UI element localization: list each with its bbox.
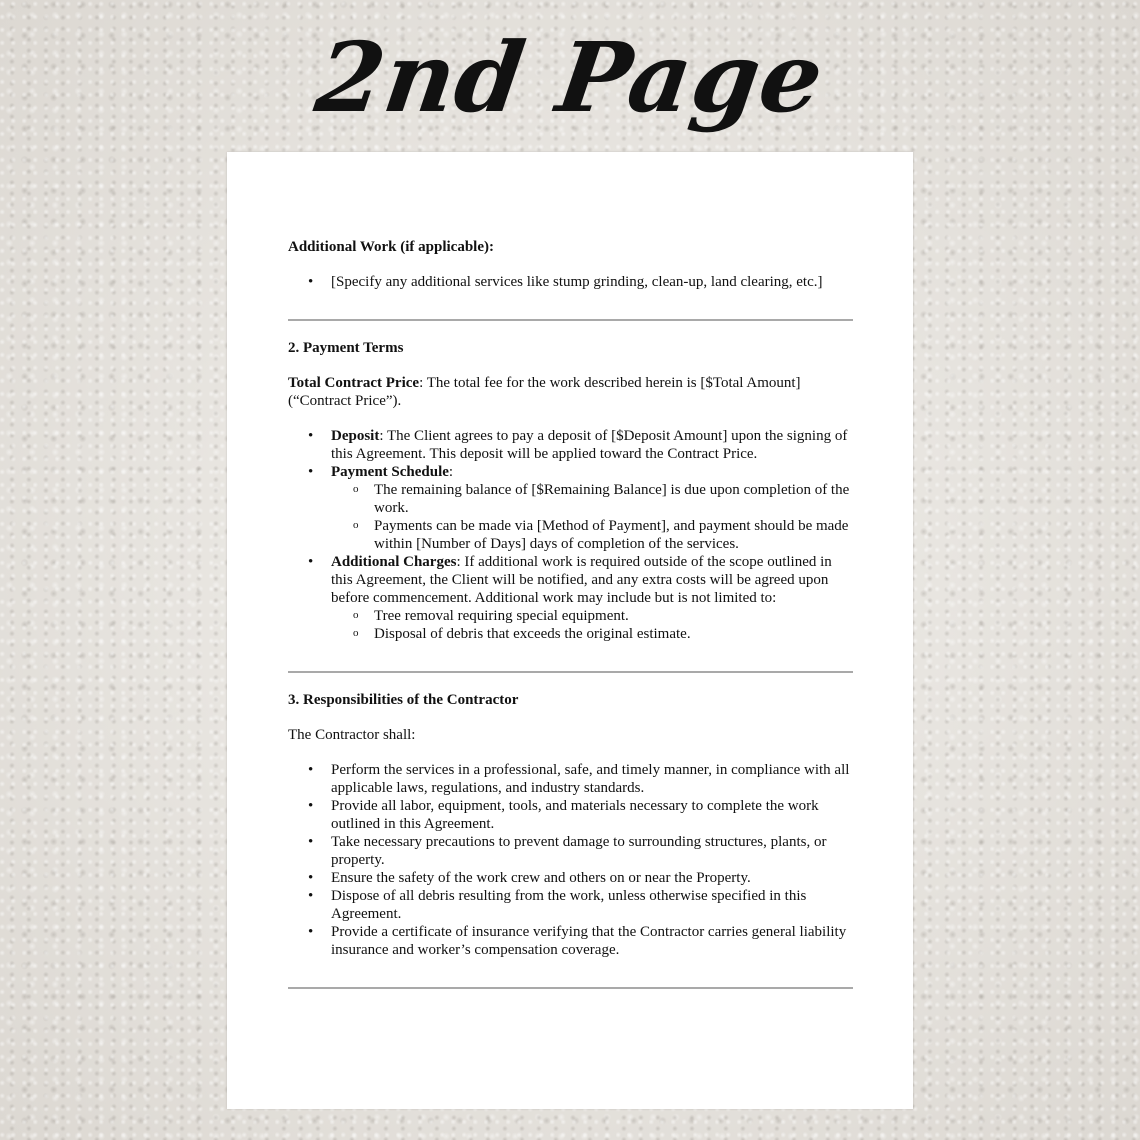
sub-list-item: o The remaining balance of [$Remaining Balance] is due upon completion of the work. — [331, 481, 853, 517]
total-contract-price-text: : The total fee for the work described herein is [$Total Amount] (“Contract Price”). — [288, 375, 801, 409]
list-item: • Perform the services in a professional, safe, and timely manner, in compliance with all applicable laws, regulations, and industry standards. — [288, 761, 853, 797]
total-contract-price-paragraph — [288, 374, 853, 410]
deposit-text: : The Client agrees to pay a deposit of [$Deposit Amount] upon the signing of this Agreement. This deposit will be applied toward the Contract Price. — [331, 428, 848, 462]
list-item: • Dispose of all debris resulting from the work, unless otherwise specified in this Agreement. — [288, 887, 853, 923]
payment-schedule-sublist — [331, 481, 853, 553]
deposit-label: Deposit — [331, 428, 380, 444]
total-contract-price-label: Total Contract Price — [288, 375, 420, 391]
payment-schedule-text: : — [448, 464, 454, 480]
payment-terms-heading: 2. Payment Terms — [288, 340, 404, 356]
additional-work-heading: Additional Work (if applicable): — [288, 239, 495, 255]
sub-list-item: o Payments can be made via [Method of Payment], and payment should be made within [Number of Days] days of completion of the services. — [331, 517, 853, 553]
responsibilities-intro: The Contractor shall: — [288, 727, 416, 743]
additional-charges-sublist — [331, 607, 853, 643]
additional-charges-label: Additional Charges — [331, 554, 457, 570]
list-item — [288, 463, 853, 553]
payment-schedule-label: Payment Schedule — [331, 464, 449, 480]
list-item: • Provide a certificate of insurance verifying that the Contractor carries general liability insurance and worker’s compensation coverage. — [288, 923, 853, 959]
sub-list-item: o Disposal of debris that exceeds the original estimate. — [331, 625, 853, 643]
additional-charges-text: : If additional work is required outside of the scope outlined in this Agreement, the Client will be notified, and any extra costs will be agreed upon before commencement. Additional work may include but is not limited to: — [331, 554, 832, 606]
list-item — [288, 427, 853, 463]
payment-terms-list — [288, 427, 853, 643]
list-item: • Provide all labor, equipment, tools, and materials necessary to complete the work outlined in this Agreement. — [288, 797, 853, 833]
document-content — [288, 238, 853, 989]
responsibilities-list — [288, 761, 853, 959]
additional-work-list — [288, 273, 853, 291]
list-item: • Take necessary precautions to prevent damage to surrounding structures, plants, or property. — [288, 833, 853, 869]
list-item: • Ensure the safety of the work crew and others on or near the Property. — [288, 869, 853, 887]
section-divider — [288, 987, 853, 989]
list-item: • [Specify any additional services like stump grinding, clean-up, land clearing, etc.] — [288, 273, 853, 291]
document-page — [227, 152, 913, 1109]
list-item — [288, 553, 853, 643]
responsibilities-heading: 3. Responsibilities of the Contractor — [288, 692, 519, 708]
page-banner-title: 2nd Page — [309, 21, 831, 134]
sub-list-item: o Tree removal requiring special equipment. — [331, 607, 853, 625]
